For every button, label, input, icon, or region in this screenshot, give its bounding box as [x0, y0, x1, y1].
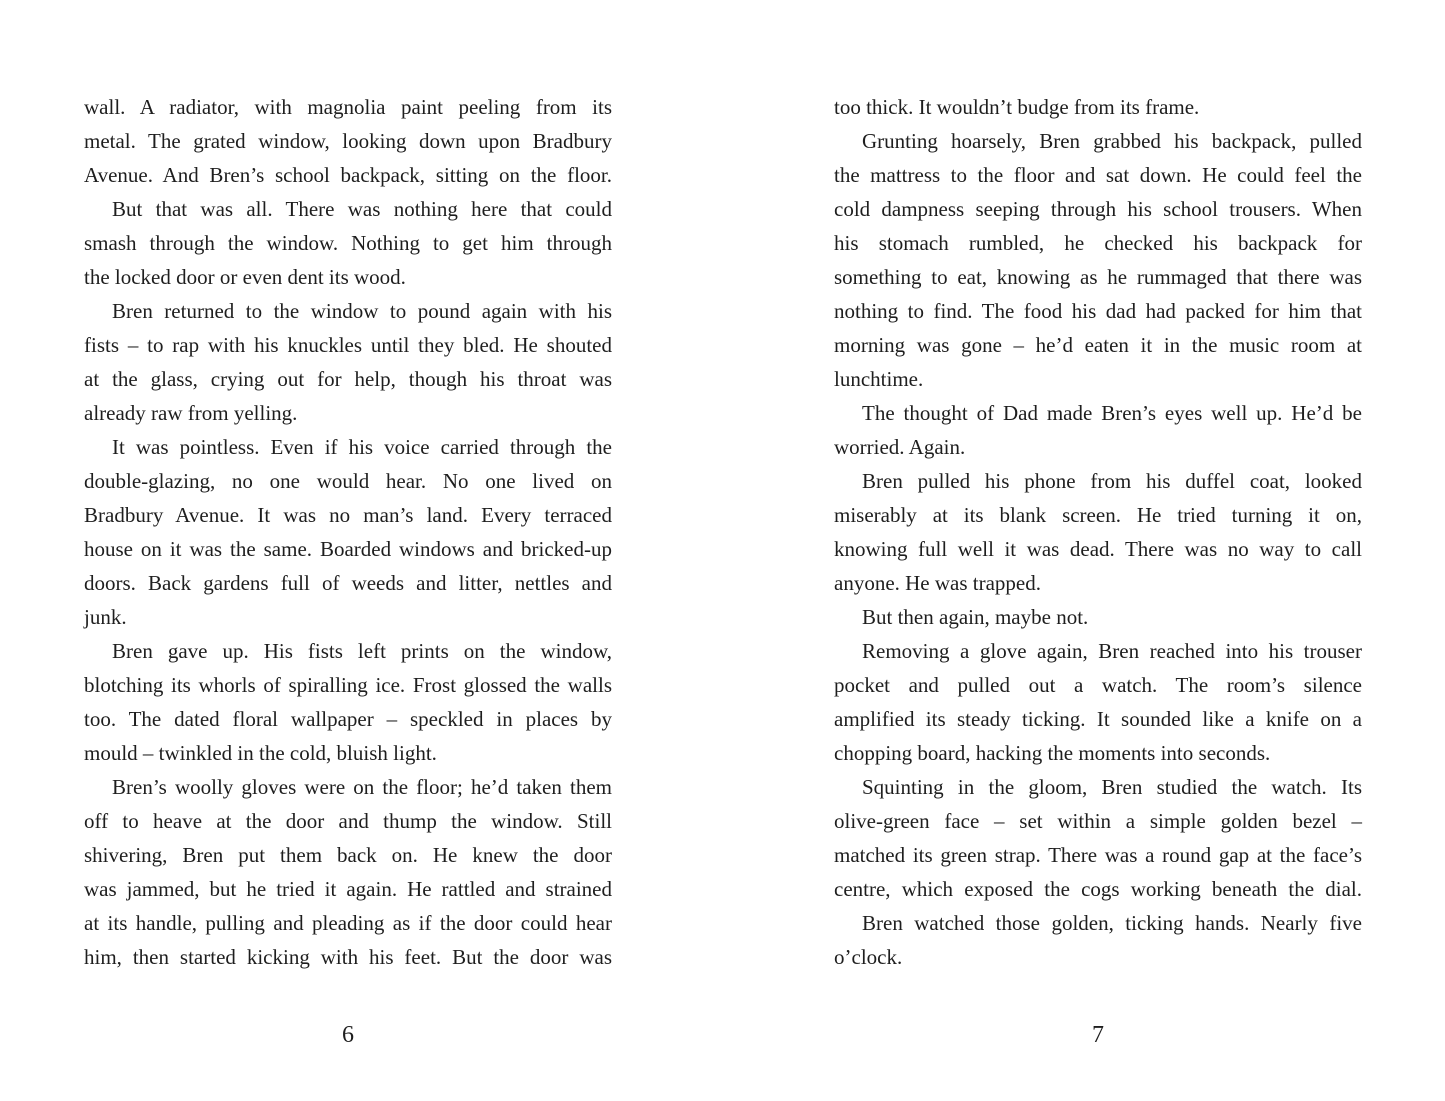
- text-line: Bren pulled his phone from his duffel coat, looked: [862, 469, 1362, 493]
- text-line: the mattress to the floor and sat down. He could feel the: [834, 163, 1362, 187]
- text-line: But that was all. There was nothing here that could: [112, 197, 612, 221]
- text-line: Removing a glove again, Bren reached into his trouser: [862, 639, 1362, 663]
- text-line: anyone. He was trapped.: [834, 571, 1042, 595]
- text-line: morning was gone – he’d eaten it in the music room at: [834, 333, 1362, 357]
- text-line: knowing full well it was dead. There was no way to call: [834, 537, 1362, 561]
- text-line: already raw from yelling.: [84, 401, 298, 425]
- text-line: lunchtime.: [834, 367, 924, 391]
- text-line: worried. Again.: [834, 435, 966, 459]
- text-line: the locked door or even dent its wood.: [84, 265, 406, 289]
- text-line: Avenue. And Bren’s school backpack, sitting on the floor.: [84, 163, 612, 187]
- text-line: Grunting hoarsely, Bren grabbed his backpack, pulled: [862, 129, 1362, 153]
- text-line: chopping board, hacking the moments into seconds.: [834, 741, 1271, 765]
- text-line: o’clock.: [834, 945, 903, 969]
- text-line: But then again, maybe not.: [862, 605, 1089, 629]
- text-line: blotching its whorls of spiralling ice. Frost glossed the walls: [84, 673, 612, 697]
- text-line: at the glass, crying out for help, though his throat was: [84, 367, 612, 391]
- text-line: at its handle, pulling and pleading as if the door could hear: [84, 911, 612, 935]
- text-line: junk.: [84, 605, 127, 629]
- page-6-text-block: [84, 90, 612, 974]
- text-line: house on it was the same. Boarded windows and bricked-up: [84, 537, 612, 561]
- text-line: too. The dated floral wallpaper – speckled in places by: [84, 707, 612, 731]
- page-7-number: 7: [1092, 1022, 1104, 1048]
- text-line: centre, which exposed the cogs working beneath the dial.: [834, 877, 1362, 901]
- text-line: It was pointless. Even if his voice carried through the: [112, 435, 612, 459]
- text-line: pocket and pulled out a watch. The room’s silence: [834, 673, 1362, 697]
- text-line: wall. A radiator, with magnolia paint peeling from its: [84, 95, 612, 119]
- text-line: Bren watched those golden, ticking hands. Nearly five: [862, 911, 1362, 935]
- page-6-number: 6: [342, 1022, 354, 1048]
- text-line: shivering, Bren put them back on. He knew the door: [84, 843, 612, 867]
- text-line: cold dampness seeping through his school trousers. When: [834, 197, 1362, 221]
- text-line: miserably at its blank screen. He tried turning it on,: [834, 503, 1362, 527]
- text-line: doors. Back gardens full of weeds and litter, nettles and: [84, 571, 612, 595]
- text-line: his stomach rumbled, he checked his backpack for: [834, 231, 1362, 255]
- text-line: off to heave at the door and thump the window. Still: [84, 809, 612, 833]
- text-line: olive-green face – set within a simple golden bezel –: [834, 809, 1362, 833]
- text-line: Squinting in the gloom, Bren studied the watch. Its: [862, 775, 1362, 799]
- text-line: fists – to rap with his knuckles until they bled. He shouted: [84, 333, 612, 357]
- text-line: metal. The grated window, looking down upon Bradbury: [84, 129, 612, 153]
- text-line: him, then started kicking with his feet. But the door was: [84, 945, 612, 969]
- text-line: something to eat, knowing as he rummaged that there was: [834, 265, 1362, 289]
- text-line: Bren gave up. His fists left prints on the window,: [112, 639, 612, 663]
- text-line: double-glazing, no one would hear. No one lived on: [84, 469, 612, 493]
- text-line: too thick. It wouldn’t budge from its frame.: [834, 95, 1200, 119]
- text-line: Bradbury Avenue. It was no man’s land. Every terraced: [84, 503, 612, 527]
- text-line: The thought of Dad made Bren’s eyes well up. He’d be: [862, 401, 1362, 425]
- text-line: was jammed, but he tried it again. He rattled and strained: [84, 877, 612, 901]
- text-line: amplified its steady ticking. It sounded like a knife on a: [834, 707, 1362, 731]
- text-line: matched its green strap. There was a round gap at the face’s: [834, 843, 1362, 867]
- text-line: nothing to find. The food his dad had packed for him that: [834, 299, 1362, 323]
- text-line: Bren returned to the window to pound again with his: [112, 299, 612, 323]
- page-7-text-block: [834, 90, 1362, 974]
- text-line: smash through the window. Nothing to get him through: [84, 231, 612, 255]
- text-line: Bren’s woolly gloves were on the floor; he’d taken them: [112, 775, 612, 799]
- text-line: mould – twinkled in the cold, bluish light.: [84, 741, 437, 765]
